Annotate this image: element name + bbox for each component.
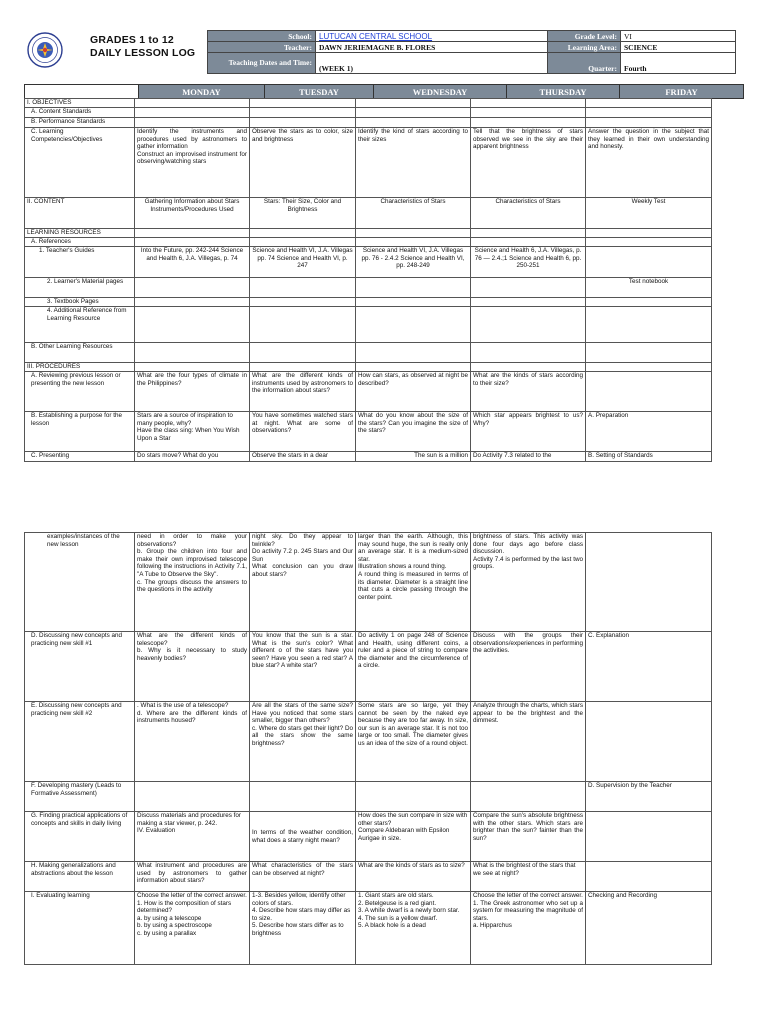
cell-purpose-wednesday: What do you know about the size of the stars? Can you imagine the size of the stars?: [356, 412, 471, 452]
cell-competencies-thursday: Tell that the brightness of stars observed we see in the sky are their apparent brightness: [471, 128, 586, 198]
day-header-row: [24, 84, 744, 99]
table-row: [25, 99, 712, 108]
cell-reviewing-wednesday: How can stars, as observed at night be described?: [356, 372, 471, 412]
school-value[interactable]: LUTUCAN CENTRAL SCHOOL: [316, 31, 548, 42]
table-row: [25, 702, 712, 782]
row-label-teachers-guides: 1. Teacher's Guides: [25, 247, 135, 278]
cell-generalizations-wednesday: What are the kinds of stars as to size?: [356, 862, 471, 892]
cell-discussing2-monday: . What is the use of a telescope? d. Where are the different kinds of instruments housed?: [135, 702, 250, 782]
cell-competencies-monday: Identify the instruments and procedures used by astronomers to gather information Construct an improvised instrument for observing/watching stars: [135, 128, 250, 198]
deped-seal-icon: [27, 32, 63, 68]
cell-presenting-cont-thursday: brightness of stars. This activity was done four days ago before class discussion. Activity 7.4 is performed by the last two groups.: [471, 533, 586, 632]
cell-learners-material-friday: Test notebook: [586, 278, 712, 298]
cell-presenting-cont-friday: [586, 533, 712, 632]
teacher-value: DAWN JERIEMAGNE B. FLORES: [316, 42, 548, 53]
cell-reviewing-monday: What are the four types of climate in the Philippines?: [135, 372, 250, 412]
table-row: [25, 343, 712, 363]
row-label-learners-material: 2. Learner's Material pages: [25, 278, 135, 298]
row-label-discussing-2: E. Discussing new concepts and practicing new skill #2: [25, 702, 135, 782]
row-label-generalizations: H. Making generalizations and abstractions about the lesson: [25, 862, 135, 892]
day-header-wednesday: WEDNESDAY: [374, 85, 507, 99]
cell-presenting-tuesday: Observe the stars in a dear: [250, 452, 356, 462]
cell-applications-wednesday: How does the sun compare in size with other stars? Compare Aldebaran with Epsilon Aurigae in size.: [356, 812, 471, 862]
day-header-thursday: THURSDAY: [507, 85, 620, 99]
day-header-blank: [25, 85, 139, 99]
cell-discussing1-thursday: Discuss with the groups their observations/experiences in performing the activities.: [471, 632, 586, 702]
cell-presenting-cont-tuesday: night sky. Do they appear to twinkle? Do activity 7.2 p. 245 Stars and Our Sun What conclusion can you draw about stars?: [250, 533, 356, 632]
table-row: [25, 229, 712, 238]
cell-discussing2-friday: [586, 702, 712, 782]
table-row: [25, 892, 712, 965]
learning-area-label: Learning Area:: [548, 42, 621, 53]
table-row: [25, 238, 712, 247]
cell-discussing2-tuesday: Are all the stars of the same size? Have you noticed that some stars smaller, bigger than others? c. Where do stars get their light? Do all the stars show the same brightness?: [250, 702, 356, 782]
grade-level-value: VI: [621, 31, 736, 42]
page-gap: [0, 490, 768, 532]
row-label-procedures: III. PROCEDURES: [25, 363, 135, 372]
cell-presenting-cont-monday: need in order to make your observations? b. Group the children into four and make their own improvised telescope following the instructions in Activity 7.1, "A Tube to Observe the Sky". c. The groups discuss the answers to the questions in the activity: [135, 533, 250, 632]
cell-applications-friday: [586, 812, 712, 862]
day-header-monday: MONDAY: [139, 85, 265, 99]
table-row: [25, 782, 712, 812]
cell-presenting-cont-wednesday: larger than the earth. Although, this may sound huge, the sun is really only an average star. It is a medium-sized star. Illustration shows a round thing. A round thing is measured in terms of its diameter. Diameter is a straight line that cuts a circle passing through the center point.: [356, 533, 471, 632]
row-label-applications: G. Finding practical applications of concepts and skills in daily living: [25, 812, 135, 862]
row-label-presenting: C. Presenting: [25, 452, 135, 462]
cell-evaluating-friday: Checking and Recording: [586, 892, 712, 965]
cell-reviewing-friday: [586, 372, 712, 412]
quarter-label: Quarter:: [548, 53, 621, 74]
cell-presenting-thursday: Do Activity 7.3 related to the: [471, 452, 586, 462]
cell-competencies-tuesday: Observe the stars as to color, size and brightness: [250, 128, 356, 198]
cell-generalizations-monday: What instrument and procedures are used by astronomers to gather information about stars?: [135, 862, 250, 892]
teaching-dates-value: (WEEK 1): [316, 53, 548, 74]
cell-guides-monday: Into the Future, pp. 242-244 Science and Health 6, J.A. Villegas, p. 74: [135, 247, 250, 278]
cell-generalizations-thursday: What is the brightest of the stars that we see at night?: [471, 862, 586, 892]
title-line-2: DAILY LESSON LOG: [90, 47, 196, 59]
cell-generalizations-friday: [586, 862, 712, 892]
teacher-label: Teacher:: [208, 42, 316, 53]
cell-competencies-friday: Answer the question in the subject that they learned in their own understanding and honesty.: [586, 128, 712, 198]
cell-discussing1-monday: What are the different kinds of telescope? b. Why is it necessary to study heavenly bodies?: [135, 632, 250, 702]
row-label-performance-standards: B. Performance Standards: [25, 118, 135, 128]
row-label-competencies: C. Learning Competencies/Objectives: [25, 128, 135, 198]
cell-applications-thursday: Compare the sun's absolute brightness with the other stars. Which stars are brighter than the sun? fainter than the sun?: [471, 812, 586, 862]
cell-guides-friday: [586, 247, 712, 278]
cell-content-wednesday: Characteristics of Stars: [356, 198, 471, 229]
row-label-additional-reference: 4. Additional Reference from Learning Resource: [25, 307, 135, 343]
school-label: School:: [208, 31, 316, 42]
row-label-objectives: I. OBJECTIVES: [25, 99, 135, 108]
cell-discussing2-thursday: Analyze through the charts, which stars appear to be the brightest and the dimmest.: [471, 702, 586, 782]
table-row: [25, 412, 712, 452]
cell-generalizations-tuesday: What characteristics of the stars can be observed at night?: [250, 862, 356, 892]
learning-area-value: SCIENCE: [621, 42, 736, 53]
row-label-content-standards: A. Content Standards: [25, 108, 135, 118]
cell-guides-tuesday: Science and Health VI, J.A. Villegas pp. 74 Science and Health VI, p. 247: [250, 247, 356, 278]
cell-purpose-monday: Stars are a source of inspiration to many people, why? Have the class sing: When You Wish Upon a Star: [135, 412, 250, 452]
cell-applications-tuesday: In terms of the weather condition, what does a starry night mean?: [250, 812, 356, 862]
cell-reviewing-thursday: What are the kinds of stars according to their size?: [471, 372, 586, 412]
cell-purpose-thursday: Which star appears brightest to us? Why?: [471, 412, 586, 452]
day-header-friday: FRIDAY: [620, 85, 744, 99]
row-label-discussing-1: D. Discussing new concepts and practicing new skill #1: [25, 632, 135, 702]
cell-purpose-tuesday: You have sometimes watched stars at night. What are some of observations?: [250, 412, 356, 452]
row-label-reviewing: A. Reviewing previous lesson or presenting the new lesson: [25, 372, 135, 412]
cell-competencies-wednesday: Identify the kind of stars according to their sizes: [356, 128, 471, 198]
cell-content-tuesday: Stars: Their Size, Color and Brightness: [250, 198, 356, 229]
table-row: [25, 128, 712, 198]
document-title: [90, 34, 195, 60]
cell-presenting-friday: B. Setting of Standards: [586, 452, 712, 462]
teaching-dates-label: Teaching Dates and Time:: [208, 53, 316, 74]
page-one: [0, 0, 768, 490]
quarter-value: Fourth: [621, 53, 736, 74]
cell-guides-wednesday: Science and Health VI, J.A. Villegas pp. 76 - 2.4.2 Science and Health VI, pp. 248-249: [356, 247, 471, 278]
cell-applications-monday: Discuss materials and procedures for making a star viewer, p. 242. IV. Evaluation: [135, 812, 250, 862]
row-label-evaluating: I. Evaluating learning: [25, 892, 135, 965]
cell-presenting-monday: Do stars move? What do you: [135, 452, 250, 462]
row-label-presenting-cont: examples/instances of the new lesson: [25, 533, 135, 632]
table-row: [25, 862, 712, 892]
header-info-table: [207, 30, 736, 74]
cell-discussing2-wednesday: Some stars are so large, yet they cannot be seen by the naked eye because they are too far away. In size, our sun is an average star. It is not too large or too small. The diameter gives us an idea of the size of a round object.: [356, 702, 471, 782]
table-row: [25, 278, 712, 298]
table-row: [25, 632, 712, 702]
day-header-tuesday: TUESDAY: [265, 85, 374, 99]
cell-reviewing-tuesday: What are the different kinds of instruments used by astronomers to the information about stars?: [250, 372, 356, 412]
table-row: [25, 298, 712, 307]
table-row: [25, 108, 712, 118]
table-row: [25, 198, 712, 229]
cell-content-monday: Gathering Information about Stars Instruments/Procedures Used: [135, 198, 250, 229]
title-line-1: GRADES 1 to 12: [90, 34, 174, 46]
cell-guides-thursday: Science and Health 6, J.A. Villegas, p. 76 — 2.4.;1 Science and Health 6, pp. 250-251: [471, 247, 586, 278]
table-row: [25, 247, 712, 278]
row-label-textbook-pages: 3. Textbook Pages: [25, 298, 135, 307]
table-row: [25, 533, 712, 632]
cell-presenting-wednesday: The sun is a million: [356, 452, 471, 462]
lesson-log-table-page-2: [24, 532, 712, 965]
table-row: [25, 363, 712, 372]
cell-discussing1-tuesday: You know that the sun is a star. What is the sun's color? What different o of the stars have you seen? Have you seen a red star? A blue star? A white star?: [250, 632, 356, 702]
row-label-mastery: F. Developing mastery (Leads to Formative Assessment): [25, 782, 135, 812]
row-label-learning-resources: LEARNING RESOURCES: [25, 229, 135, 238]
cell-content-friday: Weekly Test: [586, 198, 712, 229]
lesson-log-table-page-1: [24, 98, 712, 462]
cell-content-thursday: Characteristics of Stars: [471, 198, 586, 229]
cell-discussing1-wednesday: Do activity 1 on page 248 of Science and Health, using different coins, a ruler and a piece of string to compare the diameter and the circumference of a circle.: [356, 632, 471, 702]
table-row: [25, 118, 712, 128]
row-label-purpose: B. Establishing a purpose for the lesson: [25, 412, 135, 452]
row-label-references: A. References: [25, 238, 135, 247]
table-row: [25, 812, 712, 862]
cell-evaluating-monday: Choose the letter of the correct answer. 1. How is the composition of stars determined? a. by using a telescope b. by using a spectroscope c. by using a parallax: [135, 892, 250, 965]
row-label-other-resources: B. Other Learning Resources: [25, 343, 135, 363]
table-row: [25, 307, 712, 343]
cell-evaluating-wednesday: 1. Giant stars are old stars. 2. Betelgeuse is a red giant. 3. A white dwarf is a newly born star. 4. The sun is a yellow dwarf. 5. A black hole is a dead: [356, 892, 471, 965]
table-row: [25, 452, 712, 462]
table-row: [25, 372, 712, 412]
cell-evaluating-tuesday: 1-3. Besides yellow, identify other colors of stars. 4. Describe how stars may differ as to size. 5. Describe how stars differ as to brightness: [250, 892, 356, 965]
cell-mastery-friday: D. Supervision by the Teacher: [586, 782, 712, 812]
cell-purpose-friday: A. Preparation: [586, 412, 712, 452]
document-header: [24, 30, 745, 75]
row-label-content: II. CONTENT: [25, 198, 135, 229]
cell-discussing1-friday: C. Explanation: [586, 632, 712, 702]
grade-level-label: Grade Level:: [548, 31, 621, 42]
cell-evaluating-thursday: Choose the letter of the correct answer. 1. The Greek astronomer who set up a system for measuring the magnitude of stars. a. Hipparchus: [471, 892, 586, 965]
